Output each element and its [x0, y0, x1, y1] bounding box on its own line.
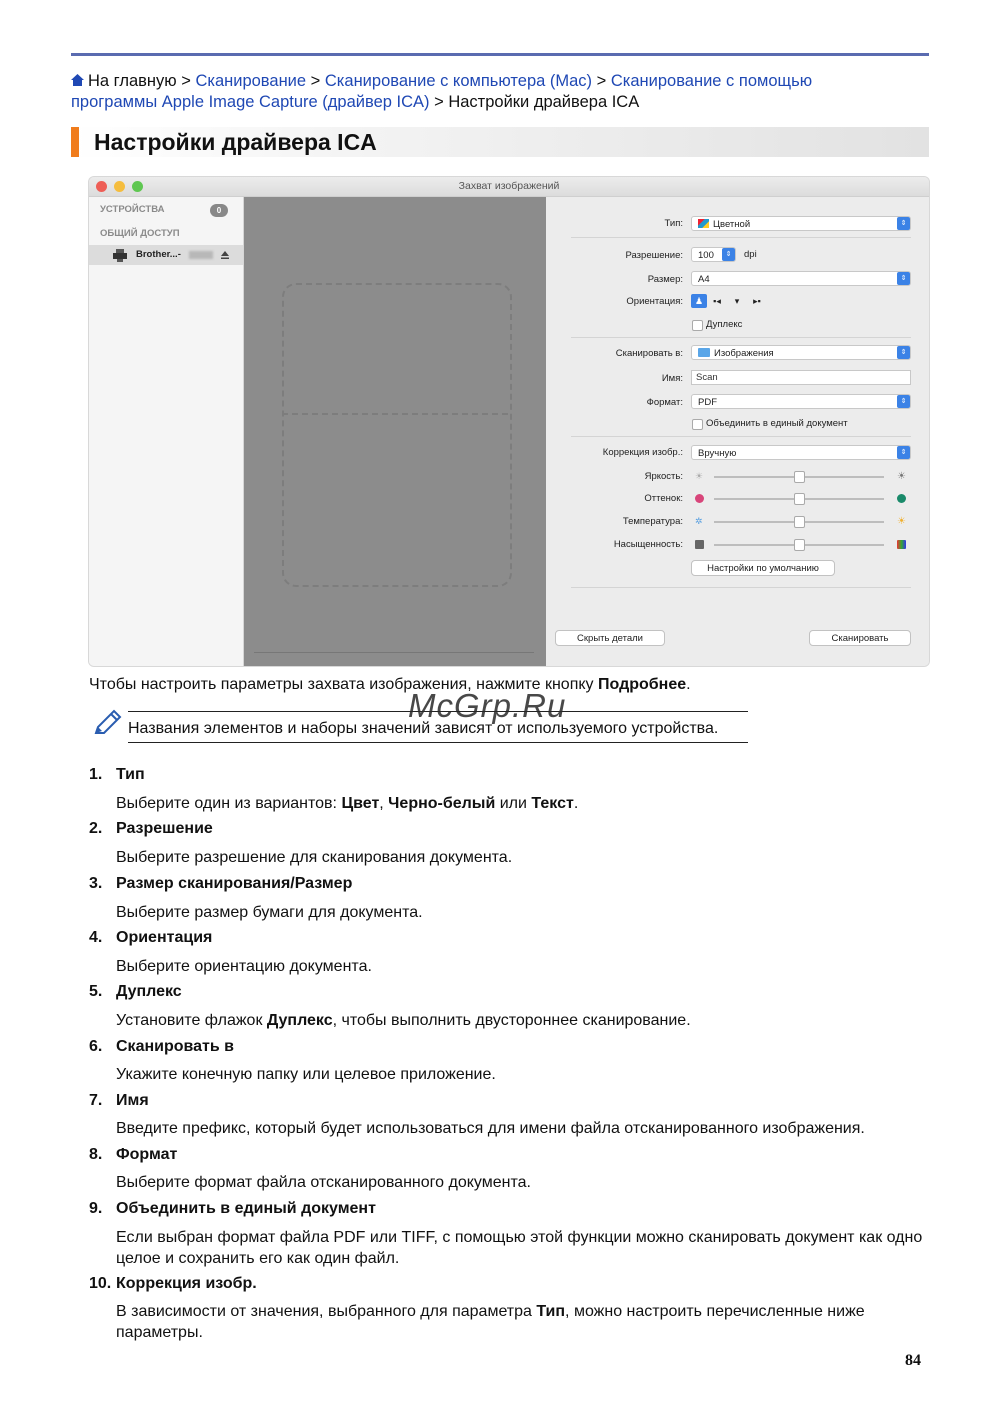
item-title: Коррекция изобр.: [116, 1275, 257, 1292]
item-desc: Выберите размер бумаги для документа.: [116, 904, 423, 921]
page-title-bar: [71, 127, 929, 157]
top-rule: [71, 53, 929, 56]
item-number: 6.: [89, 1038, 103, 1055]
combine-checkbox[interactable]: [692, 419, 703, 430]
color-icon: [698, 219, 709, 228]
item-title: Дуплекс: [116, 983, 182, 1000]
scan-region-frame[interactable]: [282, 283, 512, 587]
preview-bottom-line: [254, 652, 534, 653]
separator: [571, 587, 911, 588]
scan-preview-area[interactable]: [244, 197, 546, 666]
saturation-slider[interactable]: [714, 544, 884, 546]
item-desc: Выберите формат файла отсканированного документа.: [116, 1174, 531, 1191]
combine-label: Объединить в единый документ: [706, 418, 848, 429]
home-icon[interactable]: [71, 74, 84, 86]
format-value: PDF: [698, 397, 717, 408]
item-number: 7.: [89, 1092, 103, 1109]
breadcrumb-sep: >: [592, 72, 611, 90]
temperature-label: Температура:: [622, 516, 683, 527]
chevron-updown-icon: ⇕: [722, 248, 735, 261]
window-title: Захват изображений: [458, 180, 560, 192]
item5-desc-text: , чтобы выполнить двустороннее сканирование.: [332, 1012, 691, 1029]
item-title: Формат: [116, 1146, 178, 1163]
slider-knob[interactable]: [794, 539, 805, 551]
saturation-label: Насыщенность:: [613, 539, 683, 550]
printer-icon: [112, 248, 128, 262]
chevron-updown-icon: ⇕: [897, 272, 910, 285]
saturation-high-icon: [897, 540, 906, 549]
type-value: Цветной: [713, 219, 751, 230]
item10-desc-text: , можно настроить перечисленные ниже параметры.: [116, 1303, 865, 1341]
breadcrumb-sep: >: [306, 72, 325, 90]
duplex-checkbox[interactable]: [692, 320, 703, 331]
sidebar-item-device[interactable]: [89, 245, 243, 265]
item5-desc-bold: Дуплекс: [266, 1012, 333, 1029]
scanto-popup[interactable]: [691, 345, 911, 360]
item1-desc-text: или: [495, 795, 532, 812]
resolution-unit: dpi: [744, 249, 757, 260]
item-number: 4.: [89, 929, 103, 946]
intro-text-main: Чтобы настроить параметры захвата изображения, нажмите кнопку: [89, 676, 598, 693]
hide-details-button[interactable]: Скрыть детали: [555, 630, 665, 646]
resolution-label: Разрешение:: [625, 250, 683, 261]
item-desc: Введите префикс, который будет использоваться для имени файла отсканированного изображения.: [116, 1120, 865, 1137]
breadcrumb: [71, 71, 929, 113]
separator: [571, 436, 911, 437]
brightness-low-icon: ☀: [695, 471, 704, 481]
orientation-upright-icon[interactable]: ♟: [691, 294, 707, 308]
breadcrumb-home[interactable]: На главную: [88, 72, 177, 90]
item5-desc-text: Установите флажок: [116, 1012, 267, 1029]
resolution-value: 100: [698, 250, 714, 261]
item-title: Ориентация: [116, 929, 213, 946]
device-name-redacted: [189, 251, 213, 259]
eject-icon[interactable]: [220, 250, 230, 260]
intro-text-end: .: [686, 676, 691, 693]
item-number: 1.: [89, 766, 103, 783]
intro-text-bold: Подробнее: [598, 676, 687, 693]
item-title: Сканировать в: [116, 1038, 234, 1055]
defaults-button[interactable]: Настройки по умолчанию: [691, 560, 835, 576]
format-label: Формат:: [646, 397, 683, 408]
saturation-low-icon: [695, 540, 704, 549]
devices-header: УСТРОЙСТВА: [100, 204, 165, 215]
correction-popup[interactable]: [691, 445, 911, 460]
orientation-label: Ориентация:: [626, 296, 683, 307]
item-desc: Укажите конечную папку или целевое приложение.: [116, 1066, 496, 1083]
item-title: Тип: [116, 766, 145, 783]
breadcrumb-link-image-capture-b[interactable]: программы Apple Image Capture (драйвер ICA): [71, 93, 430, 111]
devices-count-badge: 0: [210, 204, 228, 217]
sidebar: [89, 197, 244, 666]
breadcrumb-link-image-capture-a[interactable]: Сканирование с помощью: [610, 72, 813, 90]
orientation-right-icon[interactable]: ▸▪: [753, 296, 761, 306]
breadcrumb-sep: >: [176, 72, 196, 90]
chevron-updown-icon: ⇕: [897, 217, 910, 230]
item-number: 2.: [89, 820, 103, 837]
tint-magenta-icon: [695, 494, 704, 503]
name-input[interactable]: Scan: [691, 370, 911, 385]
item1-desc-text: .: [573, 795, 579, 812]
item-title: Имя: [116, 1092, 149, 1109]
scan-region-divider: [282, 413, 508, 417]
tint-slider[interactable]: [714, 498, 884, 500]
item-number: 9.: [89, 1200, 103, 1217]
scanto-value: Изображения: [714, 348, 774, 359]
breadcrumb-link-scanning[interactable]: Сканирование: [195, 72, 307, 90]
temperature-slider[interactable]: [714, 521, 884, 523]
tint-label: Оттенок:: [644, 493, 683, 504]
brightness-high-icon: ☀: [897, 471, 906, 482]
item-desc: Выберите ориентацию документа.: [116, 958, 372, 975]
size-value: A4: [698, 274, 710, 285]
separator: [571, 337, 911, 338]
type-label: Тип:: [664, 218, 683, 229]
item-number: 3.: [89, 875, 103, 892]
item1-desc-text: Выберите один из вариантов:: [116, 795, 342, 812]
correction-label: Коррекция изобр.:: [602, 447, 683, 458]
scanto-label: Сканировать в:: [615, 348, 683, 359]
scan-button[interactable]: Сканировать: [809, 630, 911, 646]
image-capture-window: [89, 177, 929, 666]
breadcrumb-current: Настройки драйвера ICA: [448, 93, 640, 111]
slider-knob[interactable]: [794, 516, 805, 528]
chevron-updown-icon: ⇕: [897, 446, 910, 459]
size-popup[interactable]: [691, 271, 911, 286]
breadcrumb-sep: >: [429, 93, 449, 111]
item1-desc-text: ,: [379, 795, 389, 812]
item-title: Разрешение: [116, 820, 213, 837]
item-number: 5.: [89, 983, 103, 1000]
slider-knob[interactable]: [794, 493, 805, 505]
chevron-updown-icon: ⇕: [897, 346, 910, 359]
separator: [571, 237, 911, 238]
item-title: Объединить в единый документ: [116, 1200, 376, 1217]
title-accent: [71, 127, 79, 157]
device-name: Brother...-: [136, 249, 181, 260]
item-number: 10.: [89, 1275, 112, 1292]
temperature-warm-icon: ☀: [897, 516, 906, 527]
format-popup[interactable]: [691, 394, 911, 409]
note-text: Названия элементов и наборы значений зависят от используемого устройства.: [128, 720, 719, 737]
item-desc: [116, 793, 931, 814]
resolution-popup[interactable]: [691, 247, 736, 262]
item1-desc-bold: Цвет: [341, 795, 380, 812]
intro-text: [89, 674, 691, 695]
item-desc: [116, 1010, 931, 1031]
duplex-label: Дуплекс: [706, 319, 743, 330]
name-label: Имя:: [661, 373, 683, 384]
item-desc: Выберите разрешение для сканирования документа.: [116, 849, 513, 866]
item10-desc-bold: Тип: [536, 1303, 566, 1320]
item-number: 8.: [89, 1146, 103, 1163]
watermark: McGrp.Ru: [408, 687, 567, 724]
item-desc: [116, 1301, 931, 1343]
brightness-slider[interactable]: [714, 476, 884, 478]
size-label: Размер:: [647, 274, 683, 285]
folder-icon: [698, 348, 710, 357]
orientation-down-icon[interactable]: ▾: [734, 296, 740, 306]
temperature-cool-icon: ✲: [695, 516, 703, 526]
chevron-updown-icon: ⇕: [897, 395, 910, 408]
breadcrumb-link-scan-from-mac[interactable]: Сканирование с компьютера (Mac): [324, 72, 593, 90]
page-title: Настройки драйвера ICA: [94, 129, 377, 155]
item1-desc-bold: Черно-белый: [388, 795, 496, 812]
window-titlebar: [89, 177, 929, 197]
type-popup[interactable]: [691, 216, 911, 231]
pencil-icon: [92, 707, 124, 739]
page-number: 84: [905, 1352, 921, 1369]
settings-panel: [547, 197, 929, 666]
item-desc: Если выбран формат файла PDF или TIFF, с помощью этой функции можно сканировать документ как одно целое и сохранить его как один файл.: [116, 1229, 923, 1267]
correction-value: Вручную: [698, 448, 737, 459]
item1-desc-bold: Текст: [531, 795, 574, 812]
orientation-left-icon[interactable]: ▪◂: [713, 296, 721, 306]
tint-green-icon: [897, 494, 906, 503]
brightness-label: Яркость:: [644, 471, 683, 482]
item-title: Размер сканирования/Размер: [116, 875, 353, 892]
item10-desc-text: В зависимости от значения, выбранного для параметра: [116, 1303, 537, 1320]
slider-knob[interactable]: [794, 471, 805, 483]
shared-header: ОБЩИЙ ДОСТУП: [100, 228, 180, 239]
